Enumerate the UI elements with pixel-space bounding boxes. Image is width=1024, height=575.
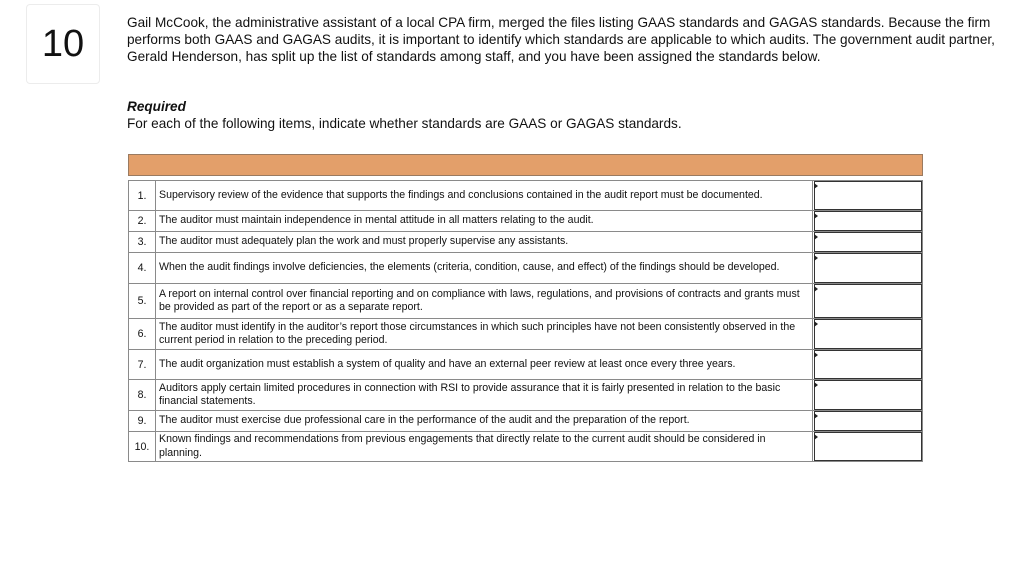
question-number-box	[26, 4, 100, 84]
table-row	[129, 411, 923, 432]
dropdown-caret-icon	[814, 234, 818, 240]
item-number: 6.	[129, 319, 156, 350]
answer-dropdown[interactable]	[813, 284, 923, 319]
item-text: Supervisory review of the evidence that supports the findings and conclusions contained in the audit report must be documented.	[156, 181, 813, 211]
answer-dropdown[interactable]	[813, 411, 923, 432]
item-number: 4.	[129, 253, 156, 284]
table-row	[129, 319, 923, 350]
table-row	[129, 380, 923, 411]
table-header-row	[129, 155, 923, 176]
required-heading: Required	[127, 99, 186, 114]
answer-dropdown[interactable]	[813, 350, 923, 380]
item-number: 2.	[129, 211, 156, 232]
dropdown-caret-icon	[814, 382, 818, 388]
question-number: 10	[41, 22, 85, 65]
table-row	[129, 181, 923, 211]
answer-dropdown[interactable]	[813, 319, 923, 350]
dropdown-caret-icon	[814, 352, 818, 358]
item-number: 8.	[129, 380, 156, 411]
item-text: Known findings and recommendations from previous engagements that directly relate to the current audit should be considered in planning.	[156, 432, 813, 462]
answer-dropdown[interactable]	[813, 432, 923, 462]
dropdown-caret-icon	[814, 413, 818, 419]
item-text: The auditor must adequately plan the work and must properly supervise any assistants.	[156, 232, 813, 253]
required-instructions: For each of the following items, indicate whether standards are GAAS or GAGAS standards.	[127, 116, 682, 131]
item-number: 3.	[129, 232, 156, 253]
item-text: The auditor must identify in the auditor’s report those circumstances in which such principles have not been consistently observed in the current period in relation to the preceding period.	[156, 319, 813, 350]
item-text: When the audit findings involve deficiencies, the elements (criteria, condition, cause, and effect) of the findings should be developed.	[156, 253, 813, 284]
item-text: A report on internal control over financial reporting and on compliance with laws, regulations, and provisions of contracts and grants must be provided as part of the report or as a separate report.	[156, 284, 813, 319]
table-row	[129, 432, 923, 462]
item-number: 10.	[129, 432, 156, 462]
item-text: The auditor must maintain independence in mental attitude in all matters relating to the audit.	[156, 211, 813, 232]
item-text: The auditor must exercise due professional care in the performance of the audit and the preparation of the report.	[156, 411, 813, 432]
question-prompt: Gail McCook, the administrative assistant of a local CPA firm, merged the files listing GAAS standards and GAGAS standards. Because the firm performs both GAAS and GAGAS audits, it is important to identify which standards are applicable to which audits. The government audit partner, Gerald Henderson, has split up the list of standards among staff, and you have been assigned the standards below.	[127, 15, 995, 64]
dropdown-caret-icon	[814, 321, 818, 327]
item-text: The audit organization must establish a system of quality and have an external peer review at least once every three years.	[156, 350, 813, 380]
dropdown-caret-icon	[814, 213, 818, 219]
item-number: 1.	[129, 181, 156, 211]
item-text: Auditors apply certain limited procedures in connection with RSI to provide assurance that it is fairly presented in relation to the basic financial statements.	[156, 380, 813, 411]
answer-dropdown[interactable]	[813, 380, 923, 411]
table-row	[129, 232, 923, 253]
item-number: 5.	[129, 284, 156, 319]
answer-dropdown[interactable]	[813, 211, 923, 232]
table-row	[129, 284, 923, 319]
dropdown-caret-icon	[814, 286, 818, 292]
item-number: 7.	[129, 350, 156, 380]
table-row	[129, 253, 923, 284]
item-number: 9.	[129, 411, 156, 432]
table-row	[129, 350, 923, 380]
answer-dropdown[interactable]	[813, 253, 923, 284]
standards-table	[128, 154, 923, 462]
table-header-cell	[129, 155, 923, 176]
dropdown-caret-icon	[814, 434, 818, 440]
table-row	[129, 211, 923, 232]
answer-dropdown[interactable]	[813, 232, 923, 253]
dropdown-caret-icon	[814, 255, 818, 261]
dropdown-caret-icon	[814, 183, 818, 189]
answer-dropdown[interactable]	[813, 181, 923, 211]
